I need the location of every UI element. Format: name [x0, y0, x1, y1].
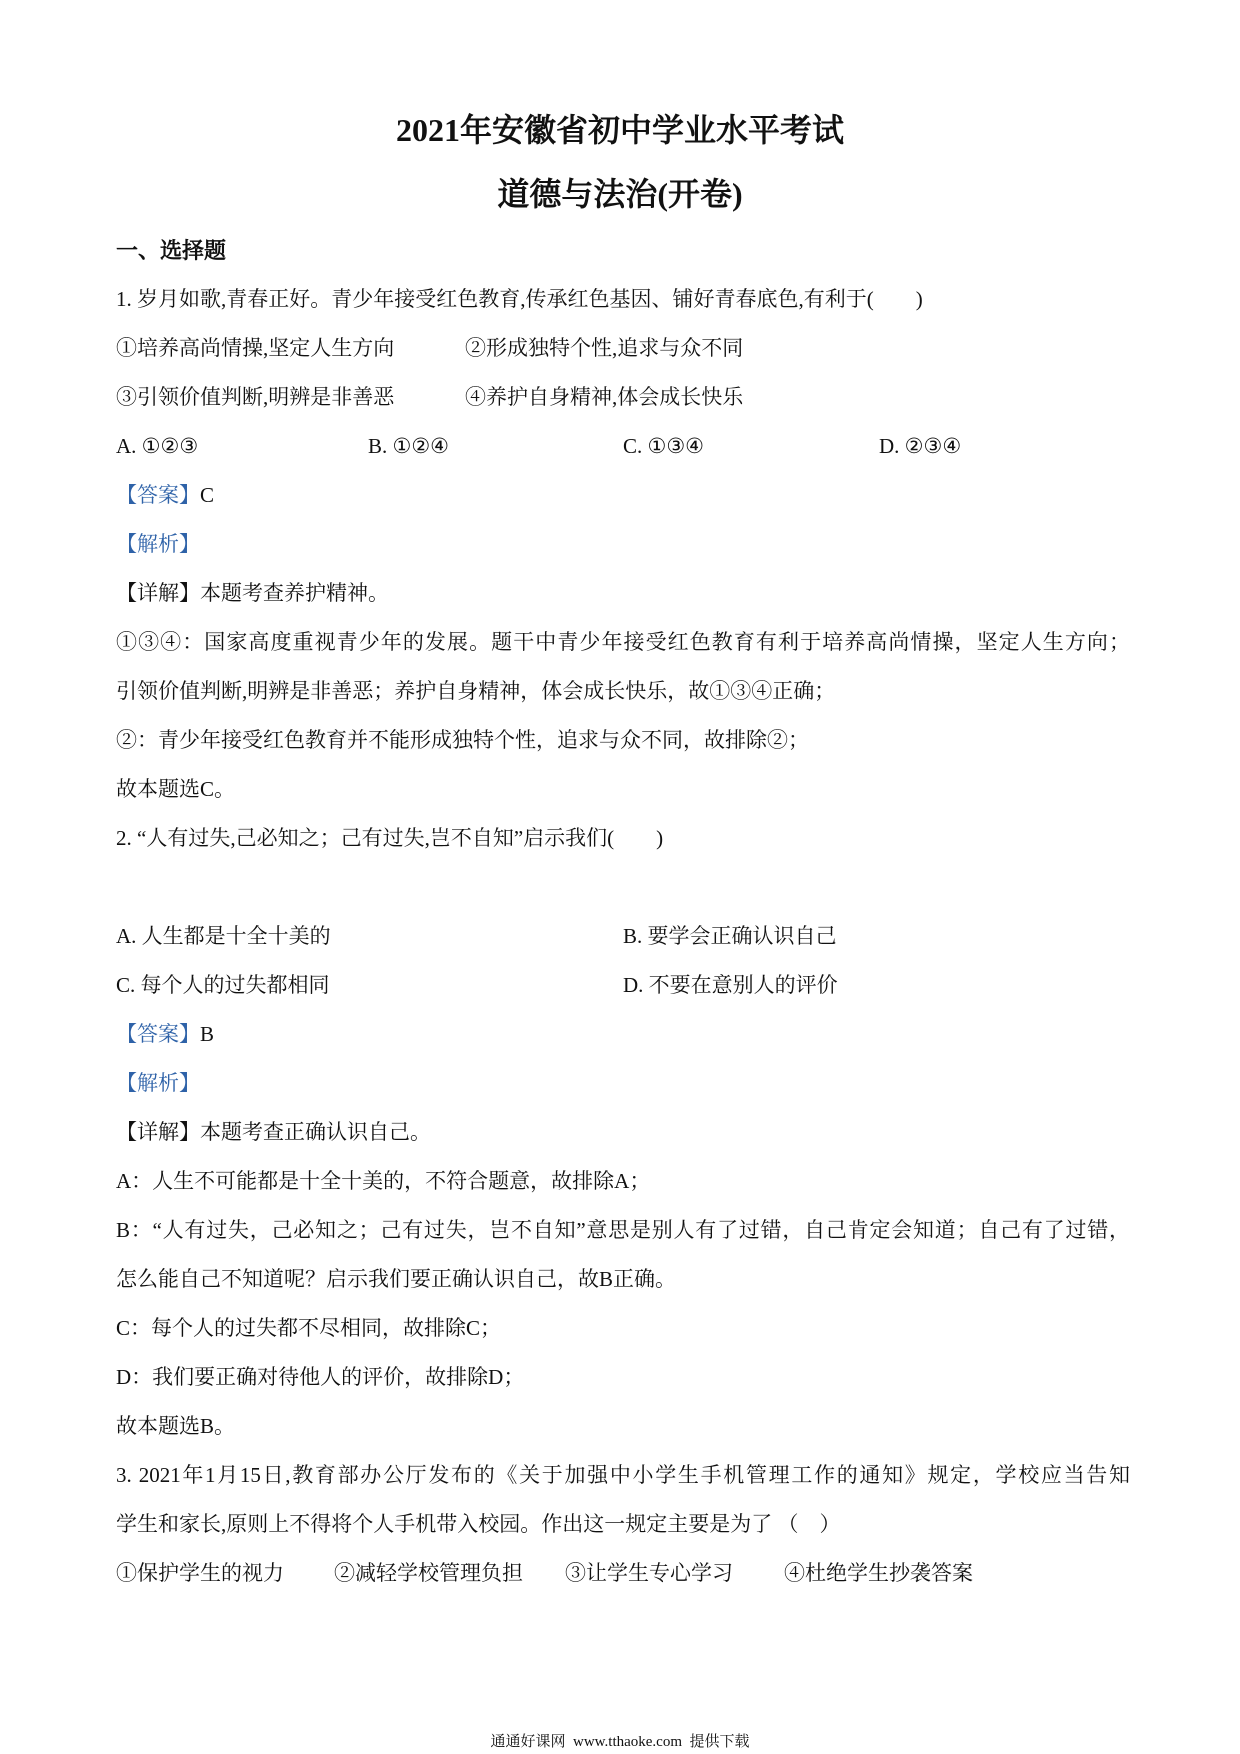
answer-label: 【答案】	[116, 483, 200, 507]
exam-content	[116, 226, 1130, 1598]
analysis-label: 【解析】	[116, 1071, 200, 1095]
detail-label: 【详解】	[116, 581, 200, 605]
option-d: D. ②③④	[879, 434, 962, 458]
option-a: A. 人生都是十全十美的	[116, 924, 331, 948]
statement-2: ②减轻学校管理负担	[334, 1561, 523, 1585]
question-1-detail-intro	[116, 569, 1130, 618]
question-2-stem: 2. “人有过失,己必知之；己有过失,岂不自知”启示我们( )	[116, 826, 664, 850]
question-1-detail-line: 引领价值判断,明辨是非善恶；养护自身精神，体会成长快乐，故①③④正确；	[116, 679, 836, 703]
statement-3: ③引领价值判断,明辨是非善恶	[116, 385, 395, 409]
question-2-analysis	[116, 1059, 1130, 1108]
statement-1: ①培养高尚情操,坚定人生方向	[116, 336, 395, 360]
question-3-stem-line-2: 学生和家长,原则上不得将个人手机带入校园。作出这一规定主要是为了 （ ）	[116, 1512, 841, 1536]
question-2-detail-line: C：每个人的过失都不尽相同，故排除C；	[116, 1316, 502, 1340]
question-1-statements-row-1	[116, 324, 1130, 373]
question-2-detail-intro	[116, 1108, 1130, 1157]
answer-label: 【答案】	[116, 1022, 200, 1046]
question-2-detail-line: A：人生不可能都是十全十美的，不符合题意，故排除A；	[116, 1169, 651, 1193]
statement-2: ②形成独特个性,追求与众不同	[465, 336, 744, 360]
section-heading: 一、选择题	[116, 238, 227, 263]
option-a: A. ①②③	[116, 434, 199, 458]
question-1-statements-row-2	[116, 373, 1130, 422]
option-b: B. ①②④	[368, 434, 449, 458]
statement-4: ④养护自身精神,体会成长快乐	[465, 385, 744, 409]
question-2-options-row-1	[116, 912, 1130, 961]
question-1-detail-line: ①③④：国家高度重视青少年的发展。题干中青少年接受红色教育有利于培养高尚情操，坚定人生方向；	[116, 630, 1130, 654]
question-2-detail-line: D：我们要正确对待他人的评价，故排除D；	[116, 1365, 525, 1389]
answer-value: B	[200, 1022, 215, 1046]
option-b: B. 要学会正确认识自己	[623, 924, 837, 948]
option-d: D. 不要在意别人的评价	[623, 973, 838, 997]
page-subtitle: 道德与法治(开卷)	[497, 176, 743, 212]
question-1-analysis	[116, 520, 1130, 569]
analysis-label: 【解析】	[116, 532, 200, 556]
question-1-stem: 1. 岁月如歌,青春正好。青少年接受红色教育,传承红色基因、铺好青春底色,有利于( )	[116, 287, 923, 311]
question-2-detail-line: B：“人有过失，己必知之；己有过失，岂不自知”意思是别人有了过错，自己肯定会知道；自己有了过错，	[116, 1218, 1130, 1242]
detail-text: 本题考查正确认识自己。	[200, 1120, 431, 1144]
statement-1: ①保护学生的视力	[116, 1561, 284, 1585]
question-3-stem-line-1: 3. 2021年1月15日,教育部办公厅发布的《关于加强中小学生手机管理工作的通知》规定，学校应当告知	[116, 1463, 1130, 1487]
option-c: C. 每个人的过失都相同	[116, 973, 330, 997]
question-1-conclusion: 故本题选C。	[116, 777, 236, 801]
detail-label: 【详解】	[116, 1120, 200, 1144]
blank-line	[116, 863, 1130, 912]
question-1-detail-line: ②：青少年接受红色教育并不能形成独特个性，追求与众不同，故排除②；	[116, 728, 809, 752]
statement-3: ③让学生专心学习	[565, 1561, 733, 1585]
question-2-answer	[116, 1010, 1130, 1059]
question-1-options	[116, 422, 1130, 471]
question-2-options-row-2	[116, 961, 1130, 1010]
statement-4: ④杜绝学生抄袭答案	[784, 1561, 973, 1585]
question-3-statements	[116, 1549, 1130, 1598]
page-title: 2021年安徽省初中学业水平考试	[395, 112, 844, 148]
question-2-conclusion: 故本题选B。	[116, 1414, 236, 1438]
page-footer: 通通好课网 www.tthaoke.com 提供下载	[490, 1734, 750, 1750]
answer-value: C	[200, 483, 215, 507]
question-1-answer	[116, 471, 1130, 520]
question-2-detail-line: 怎么能自己不知道呢？启示我们要正确认识自己，故B正确。	[116, 1267, 677, 1291]
option-c: C. ①③④	[623, 434, 704, 458]
detail-text: 本题考查养护精神。	[200, 581, 389, 605]
